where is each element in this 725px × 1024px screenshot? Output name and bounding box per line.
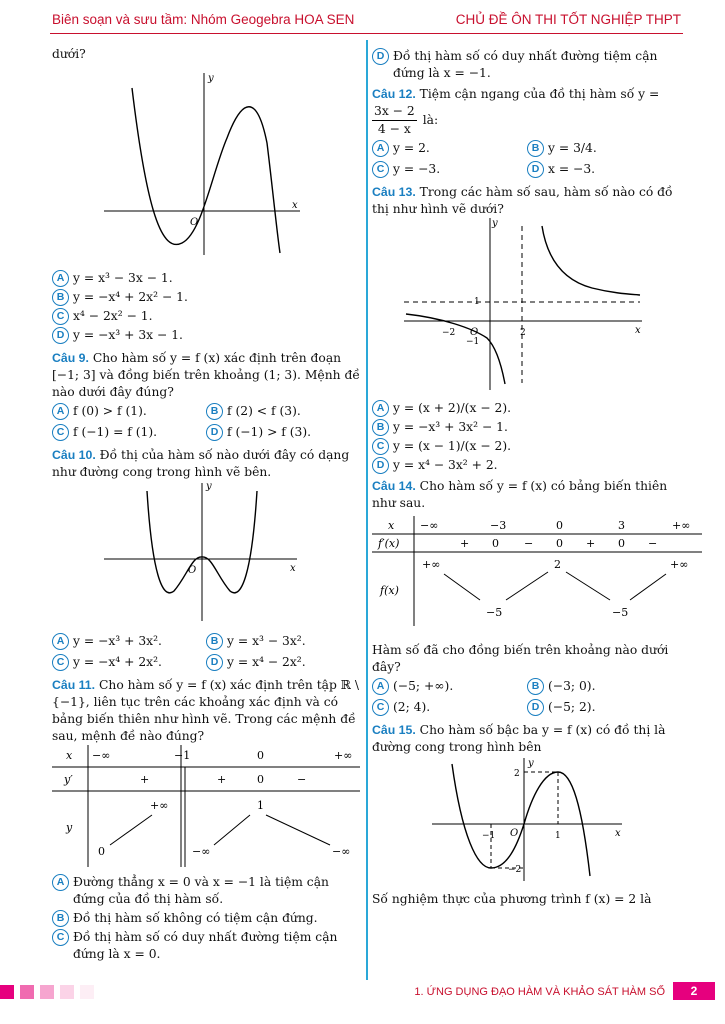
q13-options — [372, 400, 682, 474]
svg-text:−∞: −∞ — [92, 749, 111, 762]
option-bubble: A — [52, 270, 69, 287]
answer-option[interactable] — [52, 327, 360, 344]
q11-options — [52, 874, 360, 963]
svg-text:1: 1 — [257, 799, 264, 812]
svg-text:2: 2 — [554, 558, 561, 571]
option-bubble: B — [372, 419, 389, 436]
option-text: y = −x⁴ + 2x² − 1. — [73, 290, 188, 304]
option-text: (2; 4). — [393, 700, 431, 714]
svg-text:0: 0 — [98, 845, 105, 858]
option-text: y = x³ − 3x − 1. — [73, 271, 173, 285]
q15-after: Số nghiệm thực của phương trình f (x) = 2 là — [372, 892, 652, 906]
q8-options — [52, 270, 360, 344]
graph-quartic — [52, 481, 312, 626]
svg-text:−: − — [297, 773, 307, 786]
option-bubble: C — [52, 424, 69, 441]
left-column — [52, 46, 360, 965]
answer-option[interactable] — [206, 403, 360, 420]
svg-text:−2: −2 — [442, 328, 456, 338]
svg-text:−1: −1 — [466, 337, 480, 347]
option-bubble: C — [52, 929, 69, 946]
svg-text:−∞: −∞ — [332, 845, 351, 858]
q9-options-2 — [52, 422, 360, 443]
svg-text:x: x — [66, 749, 73, 762]
option-text: (−3; 0). — [548, 679, 596, 693]
graph-cubic-q15 — [372, 756, 672, 886]
svg-text:1: 1 — [555, 831, 561, 841]
option-text: y = 3/4. — [548, 141, 597, 155]
svg-text:+∞: +∞ — [670, 558, 689, 571]
option-text: Đồ thị hàm số không có tiệm cận đứng. — [73, 911, 318, 925]
svg-text:O: O — [470, 327, 479, 338]
svg-text:y: y — [206, 481, 212, 492]
svg-text:x: x — [635, 325, 641, 336]
option-bubble: B — [206, 403, 223, 420]
answer-option[interactable] — [527, 161, 682, 178]
q10-options-1 — [52, 631, 360, 652]
svg-text:0: 0 — [492, 537, 499, 550]
option-bubble: B — [52, 289, 69, 306]
svg-text:+∞: +∞ — [422, 558, 441, 571]
footer-chapter: 1. ỨNG DỤNG ĐẠO HÀM VÀ KHẢO SÁT HÀM SỐ — [414, 986, 665, 998]
answer-option[interactable] — [52, 270, 360, 287]
svg-text:+: + — [460, 537, 470, 550]
answer-option[interactable] — [527, 140, 682, 157]
svg-text:+: + — [217, 773, 227, 786]
svg-text:x: x — [290, 563, 296, 574]
option-bubble: D — [527, 699, 544, 716]
option-bubble: D — [372, 457, 389, 474]
answer-option[interactable] — [372, 140, 527, 157]
option-bubble: D — [527, 161, 544, 178]
svg-text:y′: y′ — [64, 773, 73, 786]
option-text: y = −x³ + 3x². — [73, 634, 162, 648]
q9-options — [52, 401, 360, 422]
svg-text:y: y — [492, 218, 498, 229]
option-bubble: C — [52, 654, 69, 671]
svg-text:x: x — [388, 519, 395, 532]
q11-variation-table — [52, 745, 360, 867]
option-bubble: B — [527, 140, 544, 157]
option-text: f (−1) = f (1). — [73, 425, 158, 439]
answer-option[interactable] — [52, 424, 206, 441]
option-text: f (0) > f (1). — [73, 404, 147, 418]
right-column — [372, 46, 691, 908]
answer-option[interactable] — [206, 424, 360, 441]
svg-text:1: 1 — [474, 297, 480, 307]
option-text: x⁴ − 2x² − 1. — [73, 309, 153, 323]
svg-text:0: 0 — [257, 749, 264, 762]
svg-text:−: − — [524, 537, 534, 550]
q14-variation-table — [372, 516, 702, 631]
svg-text:+: + — [140, 773, 150, 786]
option-bubble: A — [372, 400, 389, 417]
svg-text:0: 0 — [618, 537, 625, 550]
svg-text:O: O — [188, 565, 197, 576]
svg-text:−2: −2 — [508, 865, 522, 875]
answer-option[interactable] — [52, 874, 360, 908]
svg-text:−5: −5 — [612, 606, 629, 619]
svg-text:f′(x): f′(x) — [378, 537, 400, 550]
answer-option[interactable] — [372, 161, 527, 178]
option-bubble: C — [372, 699, 389, 716]
svg-text:−∞: −∞ — [420, 519, 439, 532]
q13-text: Câu 13. Trong các hàm số sau, hàm số nào có đồ thị như hình vẽ dưới? — [372, 185, 673, 216]
svg-text:y: y — [528, 758, 534, 769]
answer-option[interactable] — [372, 438, 682, 455]
answer-option[interactable] — [52, 633, 206, 650]
answer-option[interactable] — [52, 289, 360, 306]
option-text: y = x³ − 3x². — [227, 634, 306, 648]
q14-after: Hàm số đã cho đồng biến trên khoảng nào dưới đây? — [372, 643, 669, 674]
svg-text:−: − — [648, 537, 658, 550]
q12-options-2 — [372, 159, 682, 180]
header-rule — [50, 33, 683, 34]
answer-option[interactable] — [52, 910, 360, 927]
svg-text:3: 3 — [618, 519, 625, 532]
svg-text:y: y — [66, 821, 73, 834]
option-bubble: C — [372, 438, 389, 455]
option-bubble: A — [372, 678, 389, 695]
graph-hyperbola — [372, 218, 672, 393]
graph-cubic — [52, 63, 312, 263]
q10-text: Câu 10. Đồ thị của hàm số nào dưới đây có dạng như đường cong trong hình vẽ bên. — [52, 448, 350, 479]
answer-option[interactable] — [372, 457, 682, 474]
svg-text:−1: −1 — [482, 831, 496, 841]
svg-text:x: x — [292, 200, 298, 211]
q12-options-1 — [372, 138, 682, 159]
q14-text: Câu 14. Cho hàm số y = f (x) có bảng biến thiên như sau. — [372, 479, 668, 510]
option-text: x = −3. — [548, 162, 596, 176]
svg-text:0: 0 — [556, 519, 563, 532]
header-right: CHỦ ĐỀ ÔN THI TỐT NGHIỆP THPT — [455, 12, 681, 27]
svg-text:y: y — [208, 73, 214, 84]
option-bubble: D — [52, 327, 69, 344]
answer-option[interactable] — [527, 699, 682, 716]
option-bubble: C — [372, 161, 389, 178]
q15-text: Câu 15. Cho hàm số bậc ba y = f (x) có đồ thị là đường cong trong hình bên — [372, 723, 666, 754]
q9-text: Câu 9. Cho hàm số y = f (x) xác định trên đoạn [−1; 3] và đồng biến trên khoảng (1; 3). Mệnh đề nào dưới đây đúng? — [52, 351, 360, 399]
option-text: y = −x⁴ + 2x². — [73, 655, 162, 669]
option-bubble: D — [206, 654, 223, 671]
q12-text: Câu 12. Tiệm cận ngang của đồ thị hàm số y = — [372, 87, 660, 101]
q14-options-1 — [372, 676, 682, 697]
answer-option[interactable] — [52, 929, 360, 963]
option-bubble: A — [52, 633, 69, 650]
option-bubble: B — [206, 633, 223, 650]
svg-text:+: + — [586, 537, 596, 550]
column-divider — [366, 40, 368, 980]
q11-option-d[interactable]: D Đồ thị hàm số có duy nhất đường tiệm cận đứng là x = −1. — [372, 48, 682, 82]
answer-option[interactable] — [527, 678, 682, 695]
answer-option[interactable] — [206, 633, 360, 650]
answer-option[interactable] — [372, 419, 682, 436]
svg-text:+∞: +∞ — [334, 749, 353, 762]
footer-decoration — [0, 984, 100, 1003]
option-text: y = x⁴ − 2x². — [227, 655, 306, 669]
svg-text:+∞: +∞ — [672, 519, 691, 532]
option-text: y = 2. — [393, 141, 430, 155]
page-header — [0, 0, 725, 34]
svg-text:−∞: −∞ — [192, 845, 211, 858]
option-text: y = (x + 2)/(x − 2). — [393, 401, 512, 415]
q10-options-2 — [52, 652, 360, 673]
option-bubble: A — [372, 140, 389, 157]
intro-text: dưới? — [52, 47, 86, 61]
svg-text:2: 2 — [520, 328, 526, 338]
option-bubble: B — [527, 678, 544, 695]
q14-options-2 — [372, 697, 682, 718]
option-bubble: D — [206, 424, 223, 441]
svg-text:0: 0 — [556, 537, 563, 550]
option-bubble: C — [52, 308, 69, 325]
svg-text:2: 2 — [514, 769, 520, 779]
option-text: f (2) < f (3). — [227, 404, 301, 418]
svg-text:−1: −1 — [174, 749, 191, 762]
svg-text:O: O — [510, 828, 519, 839]
svg-text:−5: −5 — [486, 606, 503, 619]
svg-text:0: 0 — [257, 773, 264, 786]
q12-fraction: 3x − 2 4 − x là: — [374, 104, 439, 136]
option-bubble: A — [52, 874, 69, 891]
page-number: 2 — [673, 982, 715, 1000]
answer-option[interactable] — [372, 678, 527, 695]
svg-text:f(x): f(x) — [380, 584, 399, 597]
svg-text:−3: −3 — [490, 519, 507, 532]
option-text: y = x⁴ − 3x² + 2. — [393, 458, 498, 472]
option-bubble: A — [52, 403, 69, 420]
answer-option[interactable] — [52, 403, 206, 420]
option-text: y = −3. — [393, 162, 441, 176]
option-bubble: B — [52, 910, 69, 927]
option-text: Đồ thị hàm số có duy nhất đường tiệm cận đứng là x = 0. — [73, 930, 338, 961]
answer-option[interactable] — [52, 308, 360, 325]
option-text: (−5; +∞). — [393, 679, 454, 693]
q11-text: Câu 11. Cho hàm số y = f (x) xác định trên tập ℝ \ {−1}, liên tục trên các khoảng xác định và có bảng biến thiên như hình vẽ. Trong các mệnh đề sau, mệnh đề nào đúng? — [52, 678, 360, 743]
option-text: (−5; 2). — [548, 700, 596, 714]
svg-text:x: x — [615, 828, 621, 839]
answer-option[interactable] — [206, 654, 360, 671]
answer-option[interactable] — [372, 699, 527, 716]
option-text: f (−1) > f (3). — [227, 425, 312, 439]
option-text: Đường thẳng x = 0 và x = −1 là tiệm cận đứng của đồ thị hàm số. — [73, 875, 329, 906]
option-text: y = (x − 1)/(x − 2). — [393, 439, 512, 453]
header-left: Biên soạn và sưu tầm: Nhóm Geogebra HOA SEN — [52, 12, 355, 27]
option-text: y = −x³ + 3x² − 1. — [393, 420, 508, 434]
option-text: y = −x³ + 3x − 1. — [73, 328, 183, 342]
answer-option[interactable] — [372, 400, 682, 417]
svg-text:O: O — [190, 217, 199, 228]
svg-text:+∞: +∞ — [150, 799, 169, 812]
answer-option[interactable] — [52, 654, 206, 671]
